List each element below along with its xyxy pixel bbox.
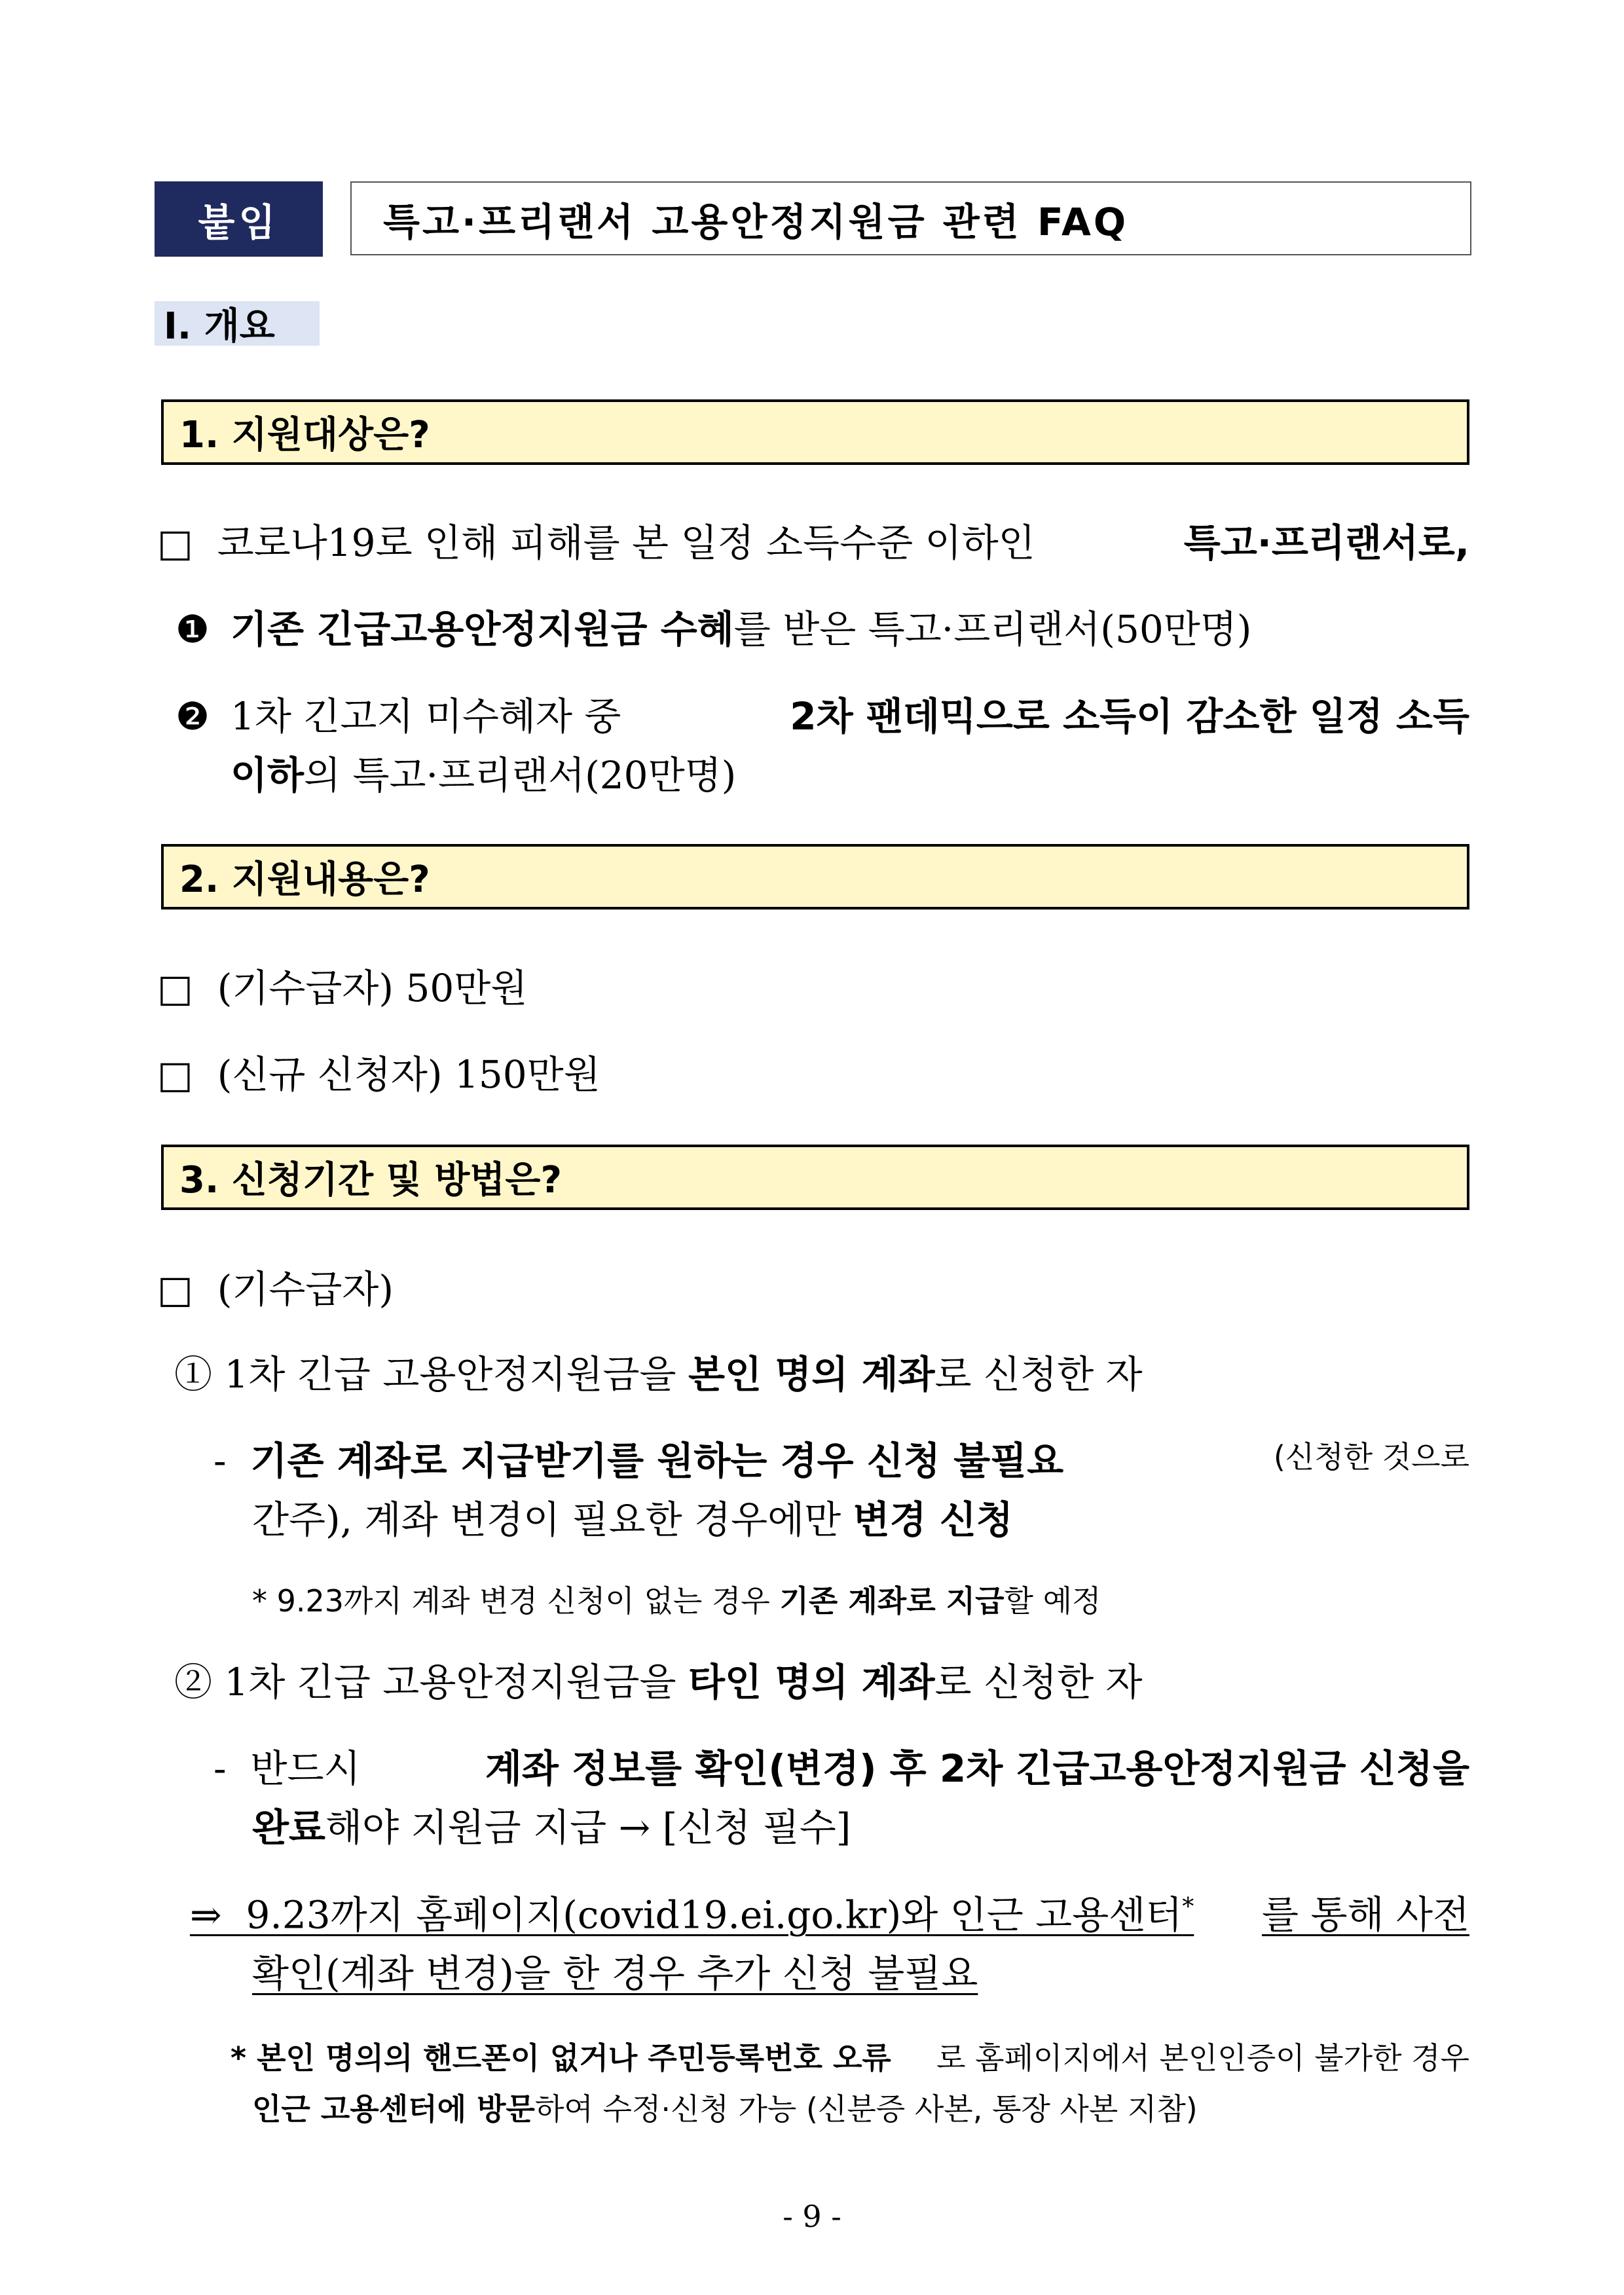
q3-note-2-line-1 — [231, 2040, 1469, 2076]
q3-detail-2-line-1 — [213, 1746, 1469, 1791]
question-box-1: 1. 지원대상은? — [161, 399, 1469, 465]
q3-detail-2-emphasis-2: 완료 — [252, 1805, 326, 1850]
q3-case-1-emphasis: 본인 명의 계좌 — [688, 1352, 935, 1397]
q1-item-2-emphasis-2: 이하 — [231, 753, 304, 798]
q1-item-2-line-1 — [175, 694, 1469, 739]
q3-case-2 — [174, 1660, 1143, 1704]
q3-detail-1-line-1 — [213, 1439, 1469, 1483]
q3-case-2-emphasis: 타인 명의 계좌 — [688, 1660, 935, 1704]
q3-line-1-text: (기수급자) — [217, 1267, 394, 1312]
filled-circle-one-icon: ❶ — [175, 607, 210, 652]
q3-case-2-text-2: 로 신청한 자 — [934, 1660, 1143, 1704]
q3-detail-2-line-2 — [252, 1805, 851, 1850]
circled-two-icon: ② — [174, 1660, 213, 1704]
q3-conclusion-text-2: 를 통해 사전 — [1261, 1892, 1469, 1937]
q3-line-1 — [157, 1267, 394, 1312]
q3-note-2-text-2: 하여 수정·신청 가능 (신분증 사본, 통장 사본 지참) — [534, 2091, 1198, 2127]
q3-detail-1-text: 간주), 계좌 변경이 필요한 경우에만 — [252, 1497, 841, 1542]
q3-note-2-emphasis: * 본인 명의의 핸드폰이 없거나 주민등록번호 오류 — [231, 2040, 891, 2076]
q3-note-1-text-2: 할 예정 — [1004, 1583, 1101, 1619]
question-box-3: 3. 신청기간 및 방법은? — [161, 1145, 1469, 1210]
q1-line-1 — [157, 521, 1469, 565]
q3-note-1 — [252, 1583, 1101, 1619]
q2-line-1-text: (기수급자) 50만원 — [217, 966, 528, 1010]
checkbox-bullet-icon: □ — [157, 521, 193, 565]
q3-detail-2-text: 반드시 — [250, 1746, 361, 1791]
q3-detail-1-note: (신청한 것으로 — [1273, 1439, 1469, 1475]
q3-conclusion-line-2: 확인(계좌 변경)을 한 경우 추가 신청 불필요 — [252, 1951, 978, 1996]
footnote-star: * — [1182, 1894, 1194, 1920]
q2-line-2-text: (신규 신청자) 150만원 — [217, 1052, 600, 1097]
checkbox-bullet-icon: □ — [157, 1267, 193, 1312]
q1-item-2-emphasis: 2차 팬데믹으로 소득이 감소한 일정 소득 — [790, 694, 1469, 739]
q3-note-2-text: 로 홈페이지에서 본인인증이 불가한 경우 — [936, 2040, 1469, 2076]
q3-note-2-line-2 — [252, 2091, 1198, 2127]
section-title-overview: Ⅰ. 개요 — [155, 301, 320, 346]
dash-bullet: - — [213, 1439, 227, 1483]
q1-item-1 — [175, 607, 1252, 652]
q3-note-1-text: * 9.23까지 계좌 변경 신청이 없는 경우 — [252, 1583, 770, 1619]
page-number: - 9 - — [783, 2199, 841, 2234]
q3-detail-1-emphasis-2: 변경 신청 — [853, 1497, 1013, 1542]
q3-case-2-text: 1차 긴급 고용안정지원금을 — [224, 1660, 676, 1704]
q3-detail-2-emphasis: 계좌 정보를 확인(변경) 후 2차 긴급고용안정지원금 신청을 — [485, 1746, 1469, 1791]
document-title: 특고·프리랜서 고용안정지원금 관련 FAQ — [350, 181, 1471, 255]
checkbox-bullet-icon: □ — [157, 1052, 193, 1097]
q1-item-1-text: 를 받은 특고·프리랜서(50만명) — [733, 607, 1252, 652]
double-arrow-icon: ⇒ — [190, 1892, 222, 1937]
q1-line-1-text: 코로나19로 인해 피해를 본 일정 소득수준 이하인 — [217, 521, 1035, 565]
q2-line-2 — [157, 1052, 600, 1097]
q3-note-1-emphasis: 기존 계좌로 지급 — [779, 1583, 1005, 1619]
dash-bullet: - — [213, 1746, 227, 1791]
q1-item-2-text: 1차 긴고지 미수혜자 중 — [231, 694, 621, 739]
q2-line-1 — [157, 966, 528, 1010]
q3-detail-1-emphasis: 기존 계좌로 지급받기를 원하는 경우 신청 불필요 — [250, 1439, 1064, 1483]
q3-case-1-text-2: 로 신청한 자 — [934, 1352, 1143, 1397]
circled-one-icon: ① — [174, 1352, 213, 1397]
checkbox-bullet-icon: □ — [157, 966, 193, 1010]
question-box-2: 2. 지원내용은? — [161, 844, 1469, 909]
q1-item-2-line-2 — [231, 753, 737, 798]
q1-item-2-text-2: 의 특고·프리랜서(20만명) — [304, 753, 737, 798]
q3-case-1 — [174, 1352, 1143, 1397]
q3-detail-1-line-2 — [252, 1497, 1013, 1542]
q3-conclusion-line-1 — [190, 1892, 1469, 1937]
filled-circle-two-icon: ❷ — [175, 694, 210, 739]
q1-line-1-emphasis: 특고·프리랜서로, — [1183, 521, 1469, 565]
q1-item-1-emphasis: 기존 긴급고용안정지원금 수혜 — [231, 607, 734, 652]
q3-conclusion-text: 9.23까지 홈페이지(covid19.ei.go.kr)와 인근 고용센터 — [246, 1892, 1183, 1937]
q3-detail-2-text-2: 해야 지원금 지급 → [신청 필수] — [325, 1805, 851, 1850]
q3-note-2-emphasis-2: 인근 고용센터에 방문 — [252, 2091, 535, 2127]
q3-case-1-text: 1차 긴급 고용안정지원금을 — [224, 1352, 676, 1397]
attachment-tag: 붙임 — [155, 181, 323, 257]
